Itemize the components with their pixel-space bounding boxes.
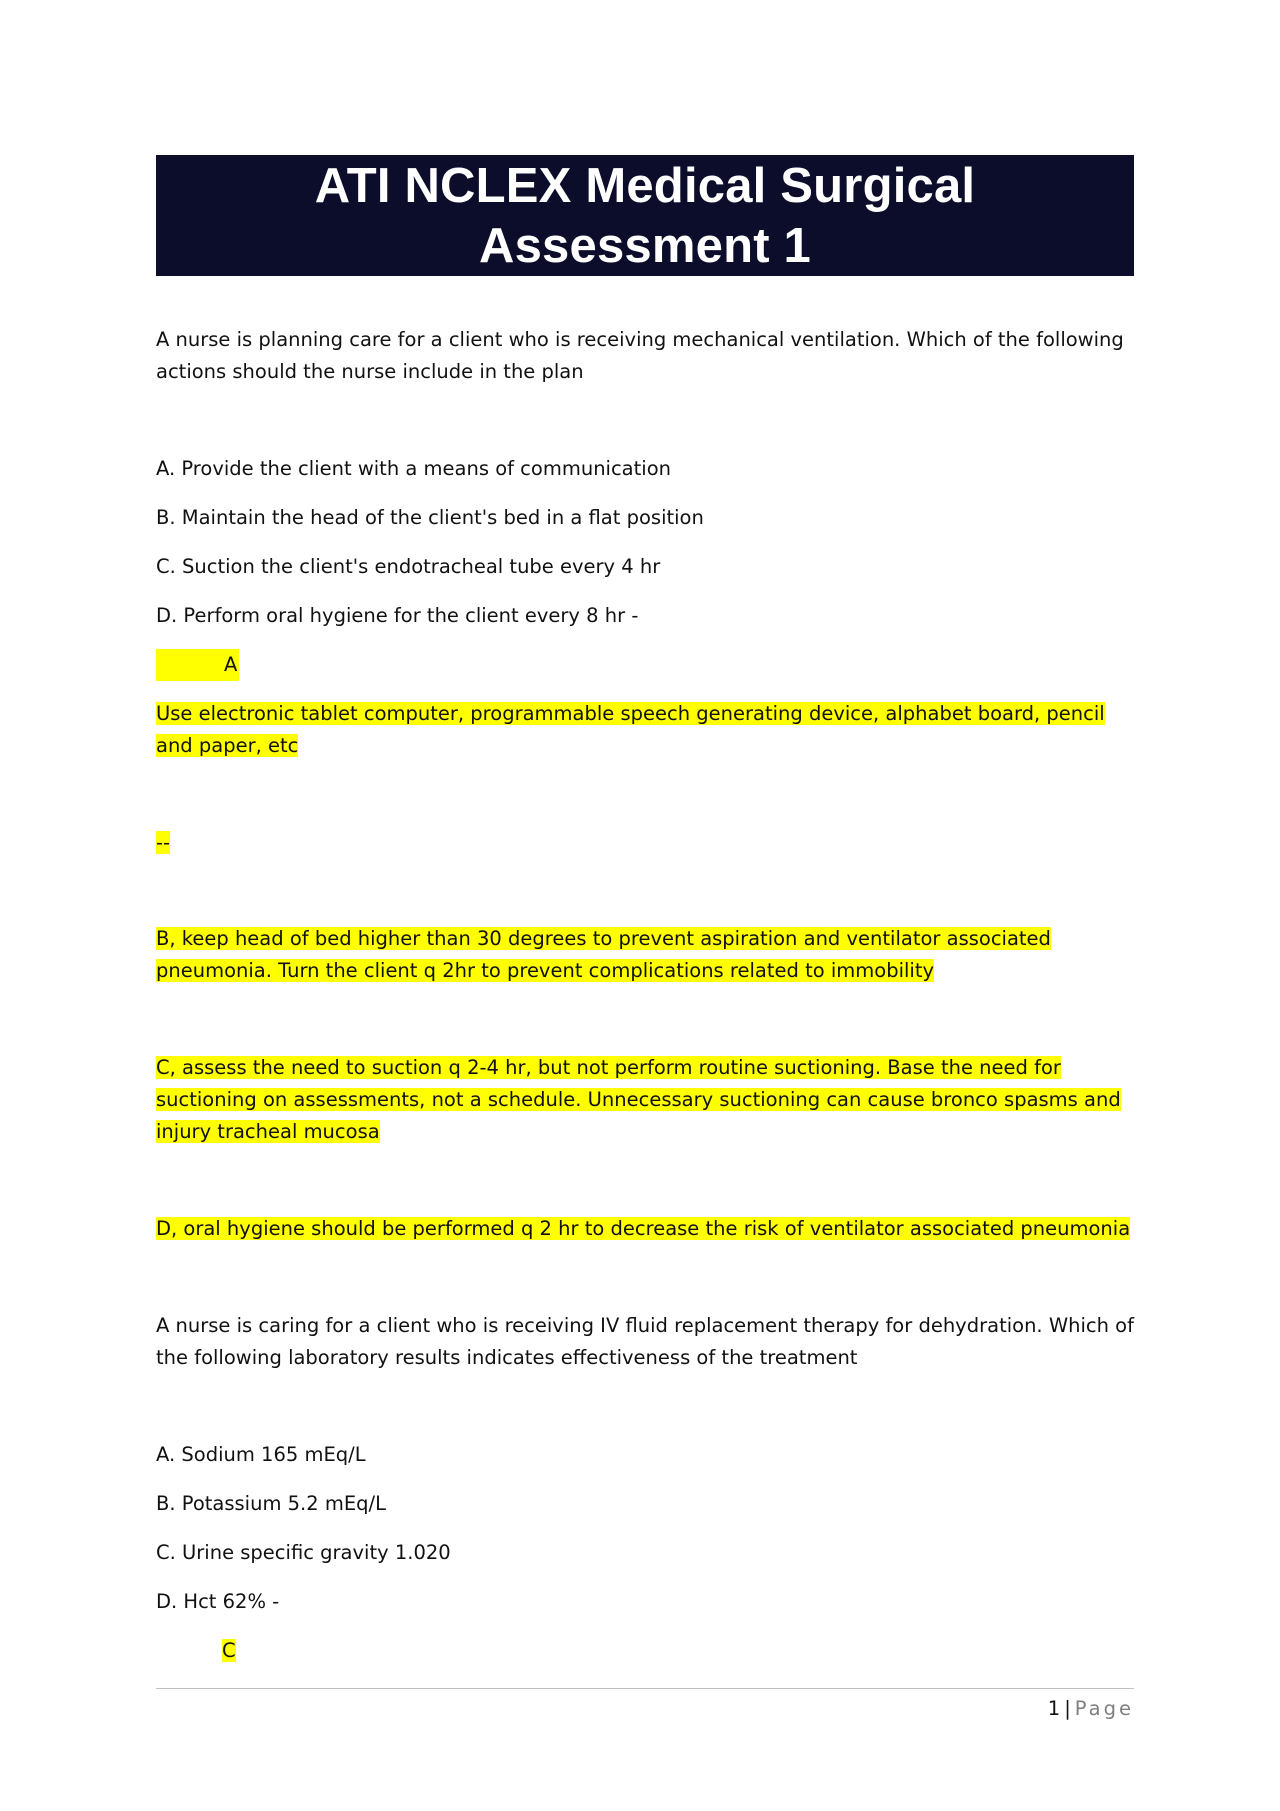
question-1-option-c: C. Suction the client's endotracheal tube every 4 hr [156, 555, 661, 578]
question-2-answer-row [156, 1635, 1134, 1667]
footer-separator: | [1064, 1697, 1071, 1720]
question-1-stem: A nurse is planning care for a client who is receiving mechanical ventilation. Which of the following actions should the nurse include in the plan [156, 328, 1124, 383]
page-footer [1048, 1694, 1134, 1724]
question-2-answer: C [222, 1639, 236, 1662]
page-number: 1 [1047, 1697, 1061, 1720]
question-1-rationale-c-row [156, 1052, 1134, 1148]
question-1-answer: A [156, 649, 239, 681]
document-title: ATI NCLEX Medical Surgical Assessment 1 [314, 158, 976, 273]
question-1-option-d: D. Perform oral hygiene for the client every 8 hr - [156, 604, 639, 627]
question-1-separator: -- [156, 831, 171, 854]
title-banner [156, 155, 1134, 276]
question-1-rationale-a-row [156, 698, 1134, 762]
question-1-rationale-b: B, keep head of bed higher than 30 degrees to prevent aspiration and ventilator associated pneumonia. Turn the client q 2hr to prevent complications related to immobility [156, 927, 1051, 982]
question-1-answer-row [156, 649, 1134, 681]
question-1-rationale-a: Use electronic tablet computer, programmable speech generating device, alphabet board, pencil and paper, etc [156, 702, 1105, 757]
question-1-rationale-d: D, oral hygiene should be performed q 2 hr to decrease the risk of ventilator associated pneumonia [156, 1217, 1131, 1240]
page-label: Page [1074, 1697, 1134, 1720]
question-2-option-d: D. Hct 62% - [156, 1590, 280, 1613]
question-2-stem: A nurse is caring for a client who is receiving IV fluid replacement therapy for dehydration. Which of the following laboratory results indicates effectiveness of the treatment [156, 1314, 1134, 1369]
question-1-option-b: B. Maintain the head of the client's bed in a flat position [156, 506, 704, 529]
question-1-rationale-d-row [156, 1213, 1134, 1245]
question-1-option-a: A. Provide the client with a means of communication [156, 457, 671, 480]
footer-divider [156, 1688, 1134, 1689]
question-2-option-b: B. Potassium 5.2 mEq/L [156, 1492, 386, 1515]
question-1-rationale-c: C, assess the need to suction q 2-4 hr, but not perform routine suctioning. Base the need for suctioning on assessments, not a schedule. Unnecessary suctioning can cause bronco spasms and injury tracheal mucosa [156, 1056, 1121, 1143]
question-1-rationale-b-row [156, 923, 1134, 987]
question-1-separator-row [156, 827, 1134, 859]
question-2-option-c: C. Urine specific gravity 1.020 [156, 1541, 451, 1564]
question-2-option-a: A. Sodium 165 mEq/L [156, 1443, 366, 1466]
